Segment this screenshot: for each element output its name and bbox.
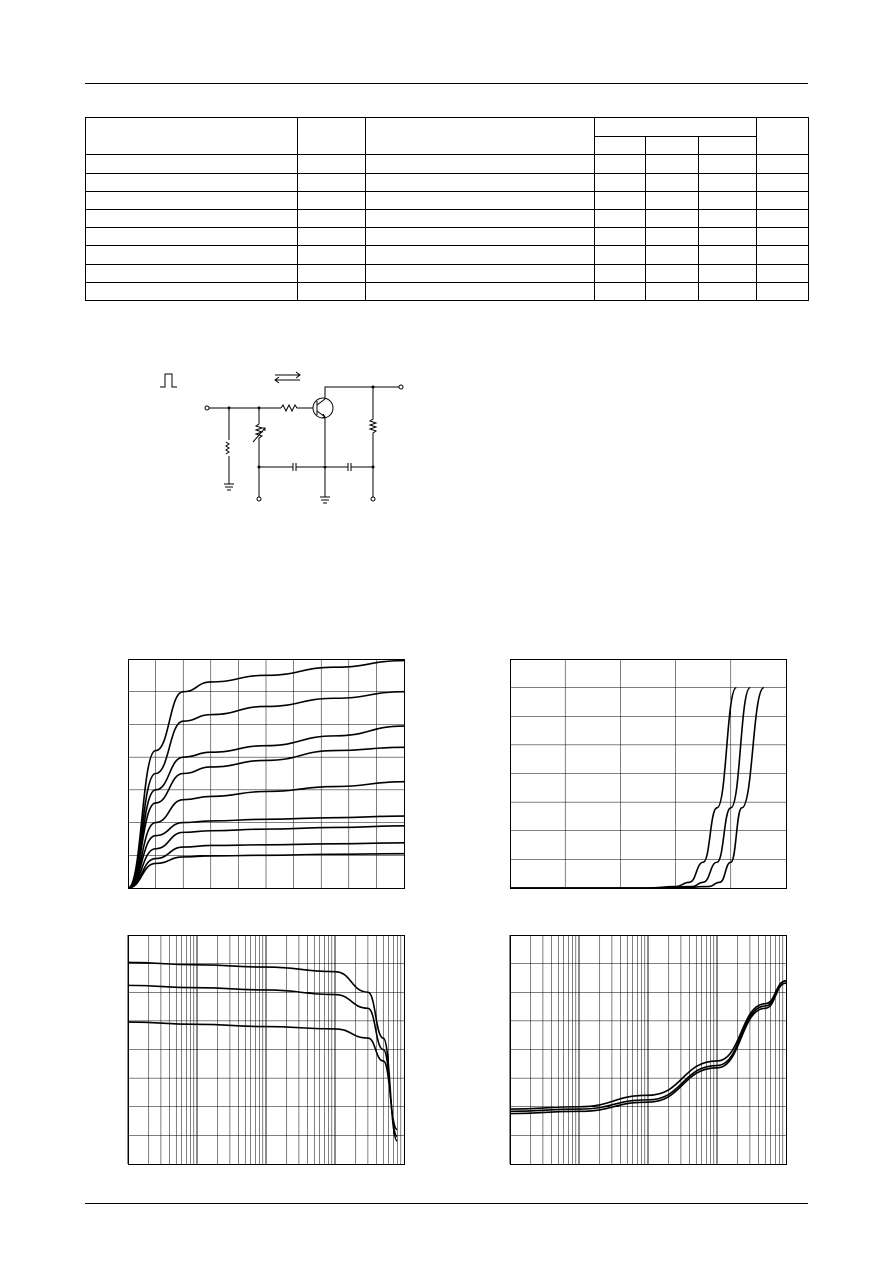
table-cell <box>595 264 646 282</box>
table-row <box>86 155 809 173</box>
table-row <box>86 173 809 191</box>
table-cell <box>646 173 699 191</box>
table-cell <box>86 264 298 282</box>
variable-resistor <box>253 408 265 466</box>
switching-test-circuit <box>150 365 410 510</box>
table-cell <box>298 191 366 209</box>
chart-bottom-left <box>128 935 405 1165</box>
table-cell <box>86 209 298 227</box>
input-terminal <box>205 406 209 410</box>
chart-top-left <box>128 659 405 889</box>
chart-top-right <box>510 659 787 889</box>
table-cell <box>699 246 757 264</box>
table-cell <box>298 155 366 173</box>
header-rule <box>85 83 808 84</box>
table-cell <box>595 228 646 246</box>
table-cell <box>86 155 298 173</box>
table-cell <box>366 173 595 191</box>
table-row <box>86 282 809 300</box>
table-cell <box>366 155 595 173</box>
table-cell <box>595 246 646 264</box>
table-cell <box>757 228 809 246</box>
table-cell <box>699 264 757 282</box>
table-cell <box>699 228 757 246</box>
table-header-cell <box>646 136 699 155</box>
table-cell <box>757 264 809 282</box>
table-header-cell <box>595 118 757 137</box>
table-cell <box>757 191 809 209</box>
table-header-cell <box>699 136 757 155</box>
table-cell <box>86 246 298 264</box>
footer-rule <box>85 1203 808 1204</box>
output-terminal <box>399 385 403 389</box>
resistor-to-ground <box>224 408 234 490</box>
plot-frame <box>511 660 787 889</box>
plot-frame <box>129 936 405 1165</box>
table-row <box>86 191 809 209</box>
table-cell <box>86 282 298 300</box>
table-cell <box>595 282 646 300</box>
spec-table <box>85 117 809 301</box>
table-cell <box>699 173 757 191</box>
table-header-cell <box>366 118 595 155</box>
table-header-cell <box>298 118 366 155</box>
supply-terminal <box>257 497 261 501</box>
series-line-0 <box>510 688 736 888</box>
table-cell <box>298 246 366 264</box>
table-cell <box>646 191 699 209</box>
pulse-icon <box>160 374 177 387</box>
table-cell <box>366 282 595 300</box>
load-resistor <box>370 387 376 475</box>
table-cell <box>646 155 699 173</box>
table-cell <box>595 173 646 191</box>
table-cell <box>86 173 298 191</box>
table-row <box>86 246 809 264</box>
table-cell <box>595 155 646 173</box>
table-row <box>86 264 809 282</box>
series-line-1 <box>510 688 750 888</box>
table-cell <box>757 209 809 227</box>
table-cell <box>298 264 366 282</box>
plot-frame <box>511 936 787 1165</box>
table-cell <box>298 282 366 300</box>
table-row <box>86 209 809 227</box>
table-cell <box>595 209 646 227</box>
table-row <box>86 228 809 246</box>
table-cell <box>646 209 699 227</box>
table-cell <box>595 191 646 209</box>
table-cell <box>298 228 366 246</box>
table-cell <box>366 246 595 264</box>
table-cell <box>366 264 595 282</box>
table-cell <box>86 191 298 209</box>
table-cell <box>298 173 366 191</box>
bypass-capacitors <box>259 463 373 471</box>
series-line-2 <box>510 688 764 888</box>
supply-terminal <box>371 497 375 501</box>
table-header-cell <box>86 118 298 155</box>
table-cell <box>699 282 757 300</box>
table-cell <box>298 209 366 227</box>
table-cell <box>757 246 809 264</box>
table-cell <box>699 209 757 227</box>
table-header-cell <box>757 118 809 155</box>
base-resistor <box>281 405 313 411</box>
table-cell <box>646 282 699 300</box>
table-cell <box>699 155 757 173</box>
table-header-cell <box>595 136 646 155</box>
table-cell <box>646 246 699 264</box>
table-cell <box>366 191 595 209</box>
table-cell <box>757 282 809 300</box>
arrows-icon <box>275 372 300 383</box>
table-cell <box>757 173 809 191</box>
table-cell <box>86 228 298 246</box>
table-cell <box>366 228 595 246</box>
chart-bottom-right <box>510 935 787 1165</box>
table-cell <box>757 155 809 173</box>
table-cell <box>699 191 757 209</box>
table-cell <box>366 209 595 227</box>
table-cell <box>646 228 699 246</box>
table-cell <box>646 264 699 282</box>
